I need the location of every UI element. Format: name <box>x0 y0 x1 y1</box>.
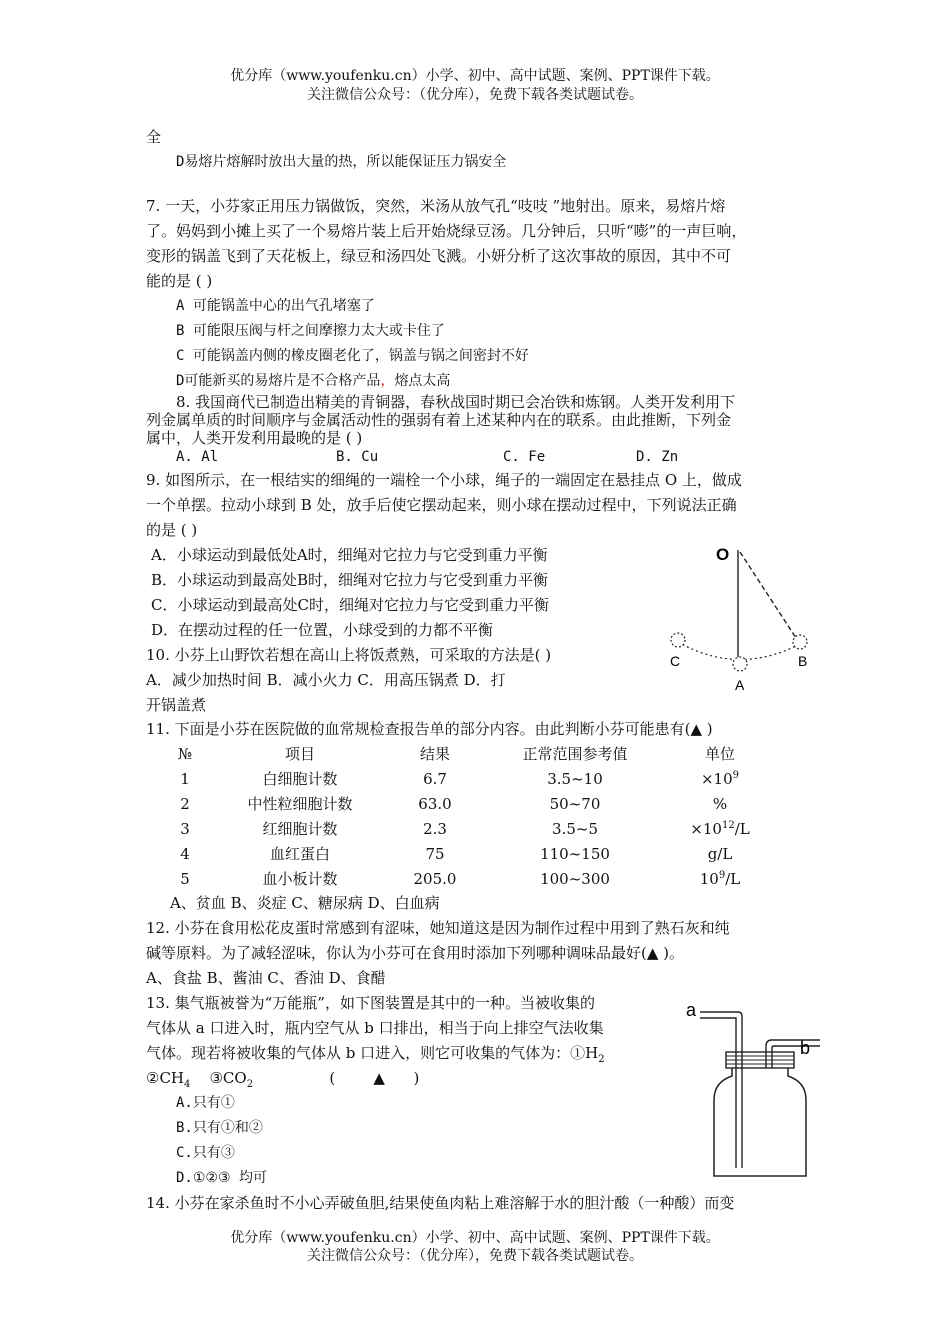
q7-option-a: A 可能锅盖中心的出气孔堵塞了 <box>176 298 375 314</box>
q7-stem-line4: 能的是 ( ) <box>146 272 213 290</box>
q13-option-d: D.①②③ 均可 <box>176 1170 267 1186</box>
q8-stem-line1: 8. 我国商代已制造出精美的青铜器，春秋战国时期已会冶铁和炼钢。人类开发利用下 <box>176 393 736 411</box>
q7-option-d-comma: ， <box>380 373 395 389</box>
page-header-line2: 关注微信公众号：（优分库），免费下载各类试题试卷。 <box>307 87 643 103</box>
pendulum-figure <box>660 536 820 696</box>
table-row <box>150 766 780 791</box>
q8-option-a: A. Al <box>176 449 219 465</box>
q12-stem-line1: 12. 小芬在食用松花皮蛋时常感到有涩味，她知道这是因为制作过程中用到了熟石灰和纯 <box>146 919 730 937</box>
pendulum-ball-b <box>793 635 807 649</box>
q7-option-d-part1: D可能新买的易熔片是不合格产品 <box>176 373 381 389</box>
q6-tail-text: 全 <box>146 128 162 146</box>
q8-stem-line2: 列金属单质的时间顺序与金属活动性的强弱有着上述某种内在的联系。由此推断，下列金 <box>146 411 732 429</box>
gas-bottle-figure <box>680 996 840 1186</box>
cell-no: 1 <box>180 769 190 788</box>
q10-options-cont: 开锅盖煮 <box>146 696 207 714</box>
cell-unit: $\times 10^{12}/L$ <box>690 819 750 838</box>
cell-item: 血小板计数 <box>262 870 338 888</box>
q8-option-d: D. Zn <box>636 449 679 465</box>
pendulum-label-o: O <box>716 545 730 564</box>
q9-stem-line2: 一个单摆。拉动小球到 B 处，放手后使它摆动起来，则小球在摆动过程中，下列说法正确 <box>146 496 737 514</box>
cell-range: 110~150 <box>540 844 610 863</box>
cell-unit: % <box>712 794 728 813</box>
q9-stem-line1: 9. 如图所示，在一根结实的细绳的一端栓一个小球，绳子的一端固定在悬挂点 O 上，做成 <box>146 471 742 489</box>
q7-stem-line3: 变形的锅盖飞到了天花板上，绿豆和汤四处飞溅。小妍分析了这次事故的原因，其中不可 <box>146 247 732 265</box>
cell-unit: $10^9/L$ <box>699 869 741 888</box>
q9-option-d: D．在摆动过程的任一位置，小球受到的力都不平衡 <box>151 621 494 639</box>
cell-item: 血红蛋白 <box>269 845 330 863</box>
cell-result: 2.3 <box>423 819 447 838</box>
q12-stem-line2: 碱等原料。为了减轻涩味，你认为小芬可在食用时添加下列哪种调味品最好(▲ )。 <box>146 944 685 962</box>
q7-option-d-part2: 熔点太高 <box>394 373 451 389</box>
q7-stem-line1: 7. 一天，小芬家正用压力锅做饭，突然，米汤从放气孔“吱吱 ”地射出。原来，易熔片熔 <box>146 197 726 215</box>
cell-no: 4 <box>180 844 190 863</box>
q6-option-d: D易熔片熔解时放出大量的热，所以能保证压力锅安全 <box>176 154 507 170</box>
tube-label-b: b <box>800 1038 811 1058</box>
table-row <box>150 791 780 816</box>
col-header-unit: 单位 <box>704 745 735 763</box>
cell-unit: g/L <box>707 844 733 863</box>
col-header-range: 正常范围参考值 <box>522 745 628 763</box>
q9-option-a: A．小球运动到最低处A时，细绳对它拉力与它受到重力平衡 <box>151 546 548 564</box>
cell-result: 6.7 <box>423 769 447 788</box>
blood-test-table <box>150 741 780 891</box>
q13-stem-line2: 气体从 a 口进入时，瓶内空气从 b 口排出，相当于向上排空气法收集 <box>146 1019 604 1037</box>
pendulum-label-c: C <box>670 653 681 669</box>
q11-stem: 11. 下面是小芬在医院做的血常规检查报告单的部分内容。由此判断小芬可能患有(▲ ) <box>146 720 713 738</box>
pendulum-ball-c <box>671 633 685 647</box>
q13-option-c: C.只有③ <box>176 1145 235 1161</box>
pendulum-ball-a <box>733 657 747 671</box>
q10-stem: 10. 小芬上山野饮若想在高山上将饭煮熟，可采取的方法是( ) <box>146 646 552 664</box>
table-header-row <box>150 741 780 766</box>
cell-range: 3.5~10 <box>547 769 603 788</box>
page-footer-line2: 关注微信公众号：（优分库），免费下载各类试题试卷。 <box>307 1248 643 1264</box>
cell-item: 中性粒细胞计数 <box>247 795 353 813</box>
col-header-no: № <box>177 744 193 763</box>
table-row <box>150 866 780 891</box>
tube-a-inner <box>700 1018 736 1168</box>
table-row <box>150 816 780 841</box>
cell-result: 75 <box>425 844 445 863</box>
cell-no: 3 <box>180 819 190 838</box>
tube-label-a: a <box>686 1000 697 1020</box>
col-header-item: 项目 <box>284 745 315 763</box>
q9-option-b: B．小球运动到最高处B时，细绳对它拉力与它受到重力平衡 <box>151 571 549 589</box>
cell-result: 63.0 <box>418 794 452 813</box>
cell-item: 红细胞计数 <box>262 820 338 838</box>
q11-options: A、贫血 B、炎症 C、糖尿病 D、白血病 <box>170 894 440 912</box>
q7-option-d <box>176 371 450 391</box>
bottle-body <box>714 1058 806 1176</box>
cell-unit: $\times 10^9$ <box>700 769 740 788</box>
q13-option-a: A.只有① <box>176 1095 235 1111</box>
pendulum-label-a: A <box>735 677 745 693</box>
cell-no: 2 <box>180 794 190 813</box>
q7-option-c: C 可能锅盖内侧的橡皮圈老化了，锅盖与锅之间密封不好 <box>176 348 529 364</box>
page-header-line1: 优分库（www.youfenku.cn）小学、初中、高中试题、案例、PPT课件下载。 <box>230 68 720 84</box>
q9-option-c: C．小球运动到最高处C时，细绳对它拉力与它受到重力平衡 <box>151 596 549 614</box>
q13-stem-line1: 13. 集气瓶被誉为“万能瓶”，如下图装置是其中的一种。当被收集的 <box>146 994 595 1012</box>
cell-range: 50~70 <box>549 794 601 813</box>
cell-range: 100~300 <box>540 869 610 888</box>
q8-option-b: B. Cu <box>336 449 379 465</box>
q9-stem-line3: 的是 ( ) <box>146 521 198 539</box>
cell-range: 3.5~5 <box>552 819 598 838</box>
q10-options: A．减少加热时间 B．减小火力 C．用高压锅煮 D．打 <box>146 671 506 689</box>
q13-stem-line4: $②CH_4$ $③CO_2$ ( ▲ ) <box>146 1069 420 1090</box>
pendulum-string-dashed <box>740 552 796 638</box>
cell-result: 205.0 <box>413 869 457 888</box>
cell-item: 白细胞计数 <box>262 770 338 788</box>
page-footer-line1: 优分库（www.youfenku.cn）小学、初中、高中试题、案例、PPT课件下载。 <box>230 1230 720 1246</box>
q13-option-b: B.只有①和② <box>176 1120 263 1136</box>
q7-option-b: B 可能限压阀与杆之间摩擦力太大或卡住了 <box>176 323 445 339</box>
q13-stem-line3: 气体。现若将被收集的气体从 b 口进入，则它可收集的气体为：$①H_2$ <box>146 1044 605 1065</box>
q8-option-c: C. Fe <box>503 449 546 465</box>
pendulum-label-b: B <box>798 653 808 669</box>
pendulum-swing-arc <box>678 642 800 660</box>
q14-stem-line1: 14. 小芬在家杀鱼时不小心弄破鱼胆,结果使鱼肉粘上难溶解于水的胆汁酸（一种酸）而变 <box>146 1194 735 1212</box>
cell-no: 5 <box>180 869 190 888</box>
col-header-result: 结果 <box>419 745 450 763</box>
q12-options: A、食盐 B、酱油 C、香油 D、食醋 <box>146 969 386 987</box>
table-row <box>150 841 780 866</box>
q8-stem-line3: 属中，人类开发利用最晚的是 ( ) <box>146 429 363 447</box>
q7-stem-line2: 了。妈妈到小摊上买了一个易熔片装上后开始烧绿豆汤。几分钟后，只听“嘭”的一声巨响， <box>146 222 747 240</box>
